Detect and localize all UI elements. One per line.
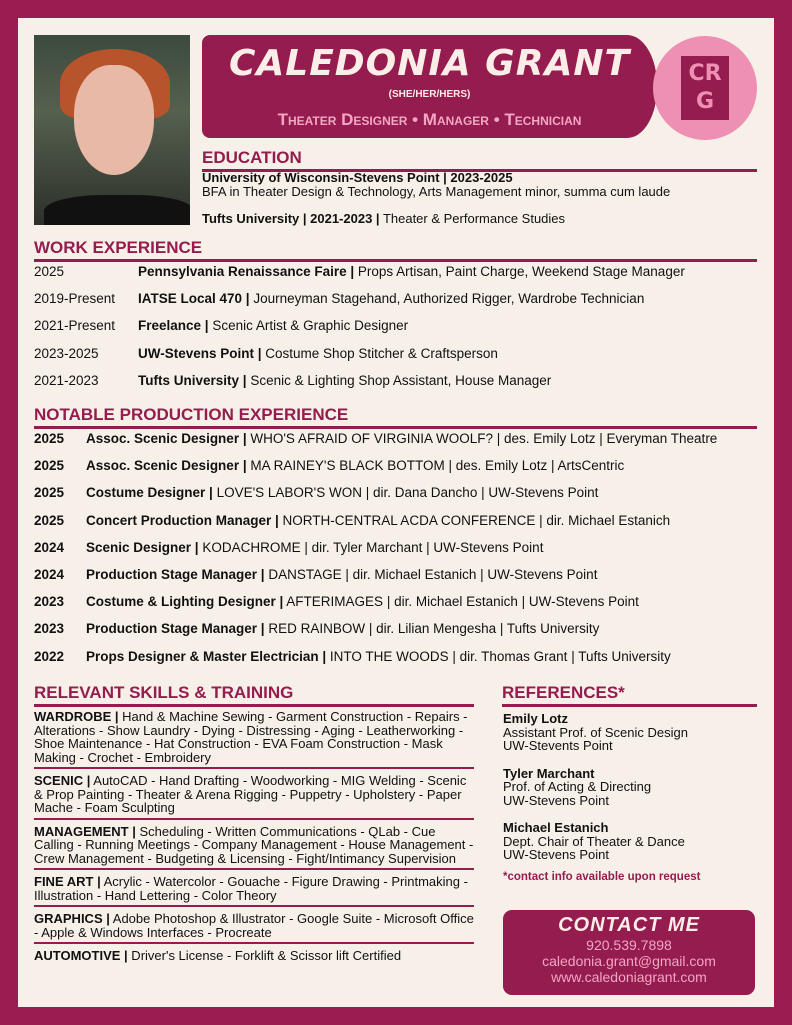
- reference-title: Prof. of Acting & Directing: [503, 779, 652, 794]
- production-row: [34, 458, 624, 474]
- contact-phone[interactable]: 920.539.7898: [586, 937, 672, 953]
- skill-label: AUTOMOTIVE |: [34, 948, 128, 963]
- production-row: [34, 485, 598, 501]
- production-role: Scenic Designer |: [86, 539, 199, 555]
- production-row: [34, 513, 670, 529]
- production-detail: AFTERIMAGES | dir. Michael Estanich | UW-Stevens Point: [283, 594, 639, 610]
- profile-photo: [34, 35, 190, 225]
- production-heading: NOTABLE PRODUCTION EXPERIENCE: [34, 405, 757, 429]
- work-years: 2021-Present: [34, 318, 116, 334]
- work-role: Scenic & Lighting Shop Assistant, House Manager: [246, 372, 552, 388]
- work-org: Freelance |: [138, 318, 209, 334]
- production-role: Production Stage Manager |: [86, 567, 265, 582]
- production-year: 2025: [34, 512, 65, 528]
- skill-text: Scheduling - Written Communications - QLab - Cue Calling - Running Meetings - Company Management - House Management - Crew Management - Budgeting & Licensing - Fight/Intimancy Supervision: [34, 823, 474, 866]
- production-row: [34, 540, 543, 556]
- skill-group: [34, 774, 474, 820]
- skill-label: FINE ART |: [34, 874, 101, 889]
- production-detail: LOVE'S LABOR'S WON | dir. Dana Dancho | UW-Stevens Point: [212, 485, 599, 501]
- skill-group: [34, 912, 474, 944]
- production-detail: RED RAINBOW | dir. Lilian Mengesha | Tufts University: [264, 621, 600, 637]
- name-title: CALEDONIA GRANT: [228, 43, 631, 84]
- contact-website[interactable]: www.caledoniagrant.com: [551, 969, 707, 985]
- skill-text: Driver's License - Forklift & Scissor lift Certified: [127, 948, 402, 963]
- production-year: 2023: [34, 621, 65, 637]
- work-org: Pennsylvania Renaissance Faire |: [138, 264, 355, 279]
- skill-label: SCENIC |: [34, 773, 91, 788]
- production-role: Assoc. Scenic Designer |: [86, 431, 247, 446]
- production-year: 2023: [34, 594, 65, 610]
- work-years: 2023-2025: [34, 345, 99, 361]
- work-role: Journeyman Stagehand, Authorized Rigger, Wardrobe Technician: [249, 291, 645, 307]
- skills-list: [34, 710, 474, 971]
- production-row: [34, 621, 599, 637]
- production-role: Concert Production Manager |: [86, 512, 279, 528]
- work-role: Scenic Artist & Graphic Designer: [208, 318, 409, 334]
- skill-group: [34, 949, 474, 966]
- education-heading: EDUCATION: [202, 148, 757, 172]
- work-role: Costume Shop Stitcher & Craftsperson: [261, 345, 498, 361]
- production-detail: WHO'S AFRAID OF VIRGINIA WOOLF? | des. Emily Lotz | Everyman Theatre: [246, 431, 718, 446]
- skill-text: Adobe Photoshop & Illustrator - Google Suite - Microsoft Office - Apple & Windows Interfaces - Procreate: [34, 911, 474, 940]
- work-org: UW-Stevens Point |: [138, 345, 262, 361]
- tagline: Theater Designer • Manager • Technician: [277, 110, 582, 129]
- work-row: [34, 373, 551, 389]
- reference-org: UW-Stevens Point: [503, 792, 609, 808]
- production-year: 2025: [34, 485, 65, 501]
- education-entry: University of Wisconsin-Stevens Point | 2023-2025 BFA in Theater Design & Technology, Arts Management minor, summa cum laude: [202, 170, 671, 199]
- production-detail: NORTH-CENTRAL ACDA CONFERENCE | dir. Michael Estanich: [278, 512, 671, 528]
- production-year: 2025: [34, 431, 65, 446]
- reference-org: UW-Stevents Point: [503, 738, 613, 753]
- work-years: 2021-2023: [34, 372, 99, 388]
- work-years: 2019-Present: [34, 291, 116, 307]
- production-role: Production Stage Manager |: [86, 621, 265, 637]
- production-row: [34, 567, 597, 583]
- skill-text: Hand & Machine Sewing - Garment Construction - Repairs - Alterations - Show Laundry - Dying - Distressing - Aging - Leatherworking - Shoe Maintenance - Hat Construction - EVA Foam Construction - Mask Making - Crochet - Embroidery: [34, 709, 468, 765]
- references-heading: REFERENCES*: [502, 683, 757, 707]
- pronouns: (SHE/HER/HERS): [388, 89, 471, 100]
- skill-label: GRAPHICS |: [34, 911, 110, 926]
- production-year: 2025: [34, 458, 65, 474]
- references-note: *contact info available upon request: [503, 871, 701, 883]
- skill-label: WARDROBE |: [34, 709, 119, 724]
- production-year: 2024: [34, 539, 65, 555]
- reference-name: Tyler Marchant: [503, 765, 595, 781]
- production-role: Props Designer & Master Electrician |: [86, 648, 327, 664]
- production-detail: DANSTAGE | dir. Michael Estanich | UW-Stevens Point: [264, 567, 598, 582]
- work-years: 2025: [34, 264, 65, 279]
- reference-title: Dept. Chair of Theater & Dance: [503, 833, 685, 849]
- production-role: Costume & Lighting Designer |: [86, 594, 284, 610]
- reference-name: Emily Lotz: [503, 711, 569, 726]
- skill-group: [34, 710, 474, 769]
- production-detail: KODACHROME | dir. Tyler Marchant | UW-Stevens Point: [198, 539, 544, 555]
- reference-org: UW-Stevens Point: [503, 847, 609, 862]
- skills-heading: RELEVANT SKILLS & TRAINING: [34, 683, 474, 707]
- production-row: [34, 649, 671, 665]
- skill-group: [34, 875, 474, 907]
- production-role: Costume Designer |: [86, 485, 213, 501]
- skill-text: Acrylic - Watercolor - Gouache - Figure Drawing - Printmaking - Illustration - Hand Lettering - Color Theory: [34, 874, 468, 903]
- production-year: 2022: [34, 648, 65, 664]
- production-row: [34, 431, 717, 447]
- contact-email[interactable]: caledonia.grant@gmail.com: [542, 953, 716, 969]
- work-org: IATSE Local 470 |: [138, 291, 250, 307]
- contact-heading: CONTACT ME: [558, 914, 700, 936]
- work-org: Tufts University |: [138, 372, 247, 388]
- production-detail: MA RAINEY'S BLACK BOTTOM | des. Emily Lotz | ArtsCentric: [246, 458, 625, 474]
- crg-logo: CR G: [653, 36, 757, 140]
- reference-entry: [503, 821, 757, 862]
- work-row: [34, 346, 498, 362]
- work-row: [34, 264, 685, 280]
- production-role: Assoc. Scenic Designer |: [86, 458, 247, 474]
- contact-box: [503, 910, 755, 995]
- work-row: [34, 291, 644, 307]
- work-heading: WORK EXPERIENCE: [34, 238, 757, 262]
- reference-name: Michael Estanich: [503, 820, 609, 835]
- work-row: [34, 318, 408, 334]
- reference-entry: [503, 712, 757, 753]
- skill-text: AutoCAD - Hand Drafting - Woodworking - MIG Welding - Scenic & Prop Painting - Theater & Arena Rigging - Puppetry - Upholstery - Paper Mache - Foam Sculpting: [34, 773, 467, 815]
- references-list: [503, 712, 757, 876]
- reference-entry: [503, 767, 757, 808]
- production-detail: INTO THE WOODS | dir. Thomas Grant | Tufts University: [326, 648, 671, 664]
- reference-title: Assistant Prof. of Scenic Design: [503, 724, 688, 740]
- work-role: Props Artisan, Paint Charge, Weekend Stage Manager: [354, 264, 685, 279]
- education-entry: Tufts University | 2021-2023 | Theater & Performance Studies: [202, 211, 566, 226]
- skill-label: MANAGEMENT |: [34, 823, 136, 839]
- header-banner: [202, 35, 657, 138]
- skill-group: [34, 825, 474, 871]
- production-year: 2024: [34, 567, 65, 582]
- production-row: [34, 594, 639, 610]
